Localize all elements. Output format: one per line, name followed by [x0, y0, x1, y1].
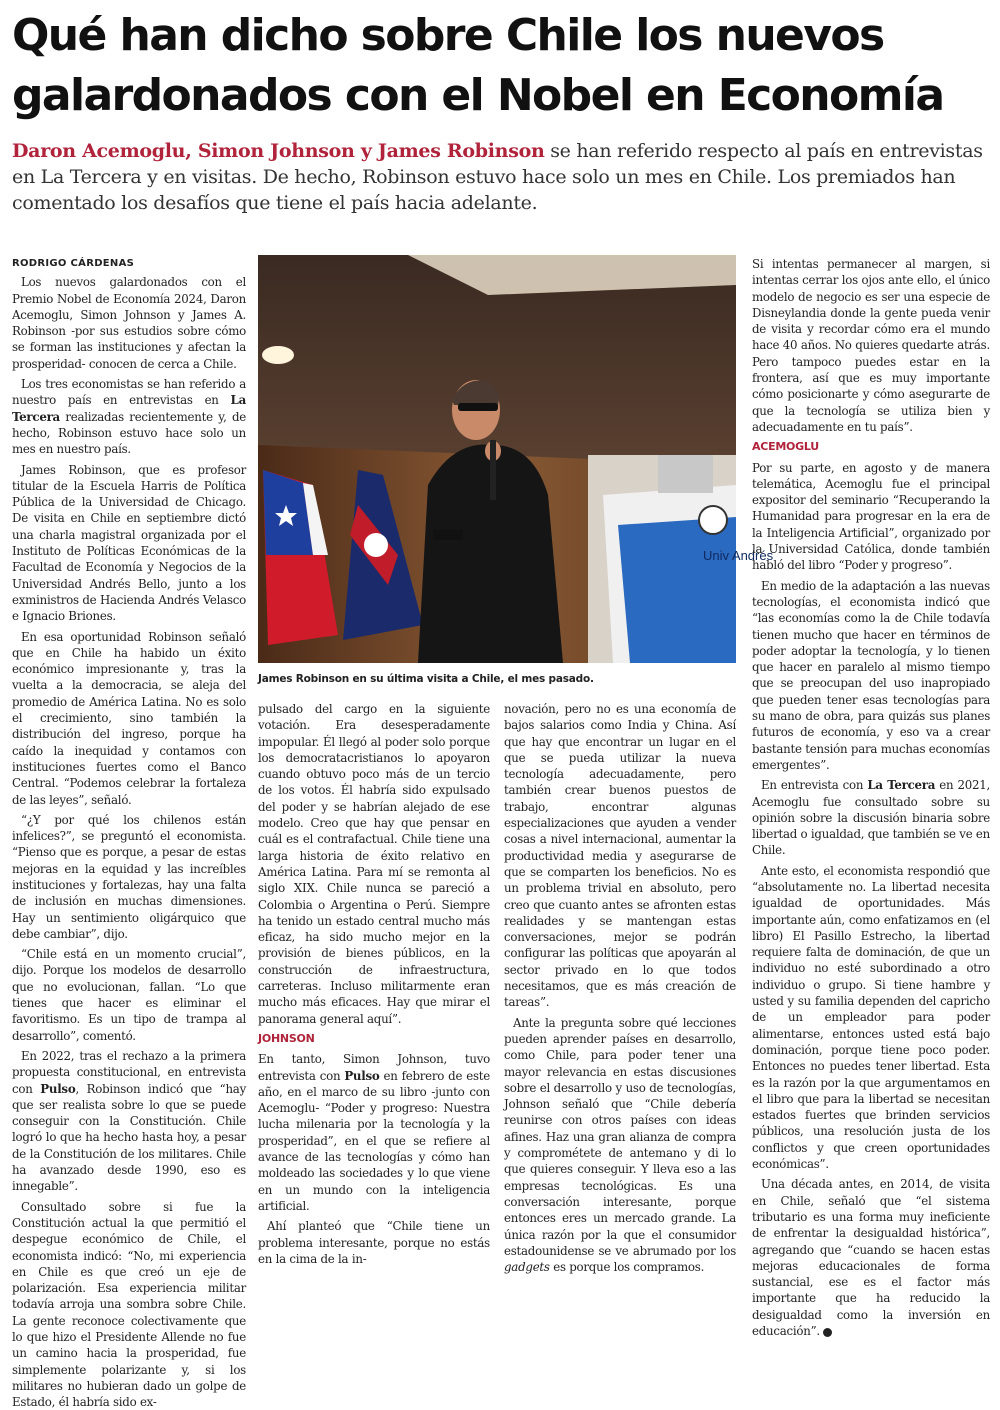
column-4 — [752, 256, 991, 1338]
column-3 — [504, 701, 736, 1275]
col1-paragraph: “Chile está en un momento crucial”, dijo. Porque los modelos de desarrollo que no evolucionan, fallan. “Lo que tienes que hacer es eliminar el favoritismo. Es un tipo de trampa al desarrollo”, comentó. — [12, 947, 246, 1043]
col1-paragraph: En 2022, tras el rechazo a la primera propuesta constitucional, en entrevista con Pulso, Robinson indicó que “hay que ser realista sobre lo que se puede conseguir con la Constitución. Chile logró lo que ha hecho hasta hoy, a pesar de la Constitución de los militares. Chile ha avanzado desde 1990, eso es innegable”. — [12, 1048, 246, 1194]
col1-paragraph: En esa oportunidad Robinson señaló que en Chile ha habido un éxito económico impresionante y, tras la vuelta a la democracia, se aleja del promedio de América Latina. No es solo el crecimiento, sino también la distribución del ingreso, porque ha caído la inequidad y contamos con instituciones fuertes como el Banco Central. “Podemos celebrar la fortaleza de las leyes”, señaló. — [12, 629, 246, 807]
lead-paragraph — [12, 138, 990, 216]
article-photo — [258, 255, 774, 663]
col4-paragraph: Una década antes, en 2014, de visita en Chile, señaló que “el sistema tributario es una forma muy ineficiente de enfrentar la desigualdad histórica”, agregando que “cuando se hacen estas mejoras educacionales de forma sustancial, ese es el factor más importante que ha reducido la desigualdad como la inversión en educación”. — [752, 1177, 990, 1338]
lead-highlight-names: Daron Acemoglu, Simon Johnson y James Robinson — [12, 140, 545, 162]
column-2 — [258, 701, 490, 1266]
lead-text: se han referido respecto al país en entrevistas en La Tercera y en visitas. De hecho, Robinson estuvo hace solo un mes en Chile. Los premiados han comentado los desafíos que tiene el país hacia adelante. — [12, 140, 983, 214]
byline: RODRIGO CÁRDENAS — [12, 258, 135, 269]
col3-paragraph: Ante la pregunta sobre qué lecciones pueden aprender países en desarrollo, como Chile, para poder tener una mayor relevancia en estas discusiones sobre el desarrollo y uso de tecnologías, Johnson señaló que “Chile debería reunirse con otros países con ideas afines. Haz una gran alianza de compra y comprométete de antemano y di lo que quieres conseguir. Y lleva eso a las empresas tecnológicas. Es una conversación interesante, porque entonces eres un mercado grande. La única razón por la que el consumidor estadounidense se ve abrumado por los gadgets es porque los compramos. — [504, 1015, 736, 1275]
col2-paragraph: pulsado del cargo en la siguiente votación. Era desesperadamente impopular. Él llegó al poder solo porque los democratacristianos lo apoyaron cuando obtuvo poco más de un tercio de los votos. Él habría sido expulsado del poder y se habrían alejado de ese modelo. Creo que hay que pensar en cuál es el contrafactual. Chile tiene una larga historia de éxito relativo en América Latina. Para mí se remonta al siglo XIX. Chile nunca se pareció a Colombia o Argentina o Perú. Siempre ha tenido un estado central mucho más eficaz, ha sido mucho mejor en la provisión de bienes públicos, en la construcción de infraestructura, carreteras. Incluso militarmente eran mucho más eficaces. Hay que mirar el panorama general aquí”. — [258, 702, 490, 1026]
col4-paragraph: Ante esto, el economista respondió que “absolutamente no. La libertad necesita igualdad de oportunidades. Más importante aún, como enfatizamos en (el libro) El Pasillo Estrecho, la libertad requiere falta de dominación, de que un individuo no esté subordinado a otro individuo o grupo. Si tiene hambre y usted y su familia dependen del capricho de un empleador para poder alimentarse, entonces usted está bajo dominación, porque tiene poco poder. Entonces no puedes tener libertad. Esta es la razón por la que argumentamos en el libro que para la libertad se necesitan estados fuertes que brinden servicios públicos, una resolución justa de los conflictos y que creen oportunidades económicas”. — [752, 863, 990, 1172]
end-of-article-icon — [823, 1328, 832, 1337]
col2-paragraph: Ahí planteó que “Chile tiene un problema interesante, porque no estás en la cima de la in- — [258, 1219, 490, 1266]
col2-paragraph: En tanto, Simon Johnson, tuvo entrevista con Pulso en febrero de este año, en el marco de su libro -junto con Acemoglu- “Poder y progreso: Nuestra lucha milenaria por la tecnología y la prosperidad”, en el que se refiere al avance de las tecnologías y cómo han moldeado las sociedades y lo que viene en un mundo con la inteligencia artificial. — [258, 1052, 490, 1213]
section-heading-acemoglu: ACEMOGLU — [752, 440, 819, 454]
col4-paragraph: Por su parte, en agosto y de manera telemática, Acemoglu fue el principal expositor del seminario “Recuperando la Humanidad para progresar en la era de la Inteligencia Artificial”, organizado por la Universidad Católica, donde también habló del libro “Poder y progreso”. — [752, 460, 990, 573]
podium-sign-text: Univ Andrés — [703, 548, 774, 563]
col3-paragraph: novación, pero no es una economía de bajos salarios como India y China. Así que hay que encontrar un lugar en el que se pueda utilizar la nueva tecnología adecuadamente, pero también crear buenos puestos de trabajo, encontrar algunas especializaciones que ayuden a vender cosas a nivel internacional, aumentar la productividad media y asegurarse de que se comparten los beneficios. No es un problema trivial en absoluto, pero creo que cuanto antes se afronten estas realidades y se mantengan estas conversaciones, mejor se podrán configurar las políticas que apoyarán al sector privado en lo que todos necesitamos, que es más creación de tareas”. — [504, 702, 736, 1010]
photo-caption: James Robinson en su última visita a Chile, el mes pasado. — [258, 673, 594, 685]
col1-paragraph: Los nuevos galardonados con el Premio Nobel de Economía 2024, Daron Acemoglu, Simon Johnson y James A. Robinson -por sus estudios sobre cómo se forman las instituciones y afectan la prosperidad- conocen de cerca a Chile. — [12, 275, 246, 371]
col1-paragraph: James Robinson, que es profesor titular de la Escuela Harris de Política Pública de la Universidad de Chicago. De visita en Chile en septiembre dictó una charla magistral organizada por el Instituto de Políticas Económicas de la Facultad de Economía y Negocios de la Universidad Andrés Bello, junto a los exministros de Hacienda Andrés Velasco e Ignacio Briones. — [12, 462, 246, 624]
section-heading-johnson: JOHNSON — [258, 1031, 315, 1045]
photo-illustration — [258, 255, 774, 663]
col4-paragraph: En entrevista con La Tercera en 2021, Acemoglu fue consultado sobre su opinión sobre la discusión binaria sobre libertad o igualdad, que también se ve en Chile. — [752, 778, 991, 858]
col1-paragraph: Los tres economistas se han referido a nuestro país en entrevistas en La Tercera realizadas recientemente y, de hecho, Robinson estuvo hace solo un mes en nuestro país. — [12, 377, 246, 457]
col1-paragraph: Consultado sobre si fue la Constitución actual la que permitió el despegue económico de Chile, el economista indicó: “No, mi experiencia en Chile es que creó un eje de polarización. Esa experiencia militar todavía arroja una sombra sobre Chile. La gente reconoce colectivamente que lo que hizo el Presidente Allende no fue un camino hacia la prosperidad, fue simplemente polarizante y, si los militares no hubieran dado un golpe de Estado, él habría sido ex- — [12, 1199, 246, 1410]
col1-paragraph: “¿Y por qué los chilenos están infelices?”, se preguntó el economista. “Pienso que es porque, a pesar de estas mejoras en la equidad y las increíbles instituciones y fortalezas, hay una falta de inclusión en muchas dimensiones. Hay un sentimiento oligárquico que debe cambiar”, dijo. — [12, 812, 246, 941]
headline: Qué han dicho sobre Chile los nuevos galardonados con el Nobel en Economía — [12, 10, 944, 121]
col4-paragraph: En medio de la adaptación a las nuevas tecnologías, el economista indicó que “las economías como la de Chile todavía tienen mucho que hacer en términos de poder adoptar la tecnología, y lo tienen que hacer en paralelo al mismo tiempo que se preocupan del uso inapropiado que pueden tener esas tecnologías para su mano de obra, para quizás sus planes futuros de economía, y eso va a crear bastante tensión para muchas economías emergentes”. — [752, 578, 990, 772]
col4-paragraph: Si intentas permanecer al margen, si intentas cerrar los ojos ante ello, el único modelo de negocio es ser una especie de Disneylandia donde la gente pueda venir de visita y recordar cómo era el mundo hace 40 años. No quieres quedarte atrás. Pero tampoco puedes estar en la frontera, así que es muy importante cómo posicionarte y cómo asegurarte de que la tecnología se utiliza bien y adecuadamente en tu país”. — [752, 257, 990, 434]
column-1 — [12, 256, 246, 1410]
